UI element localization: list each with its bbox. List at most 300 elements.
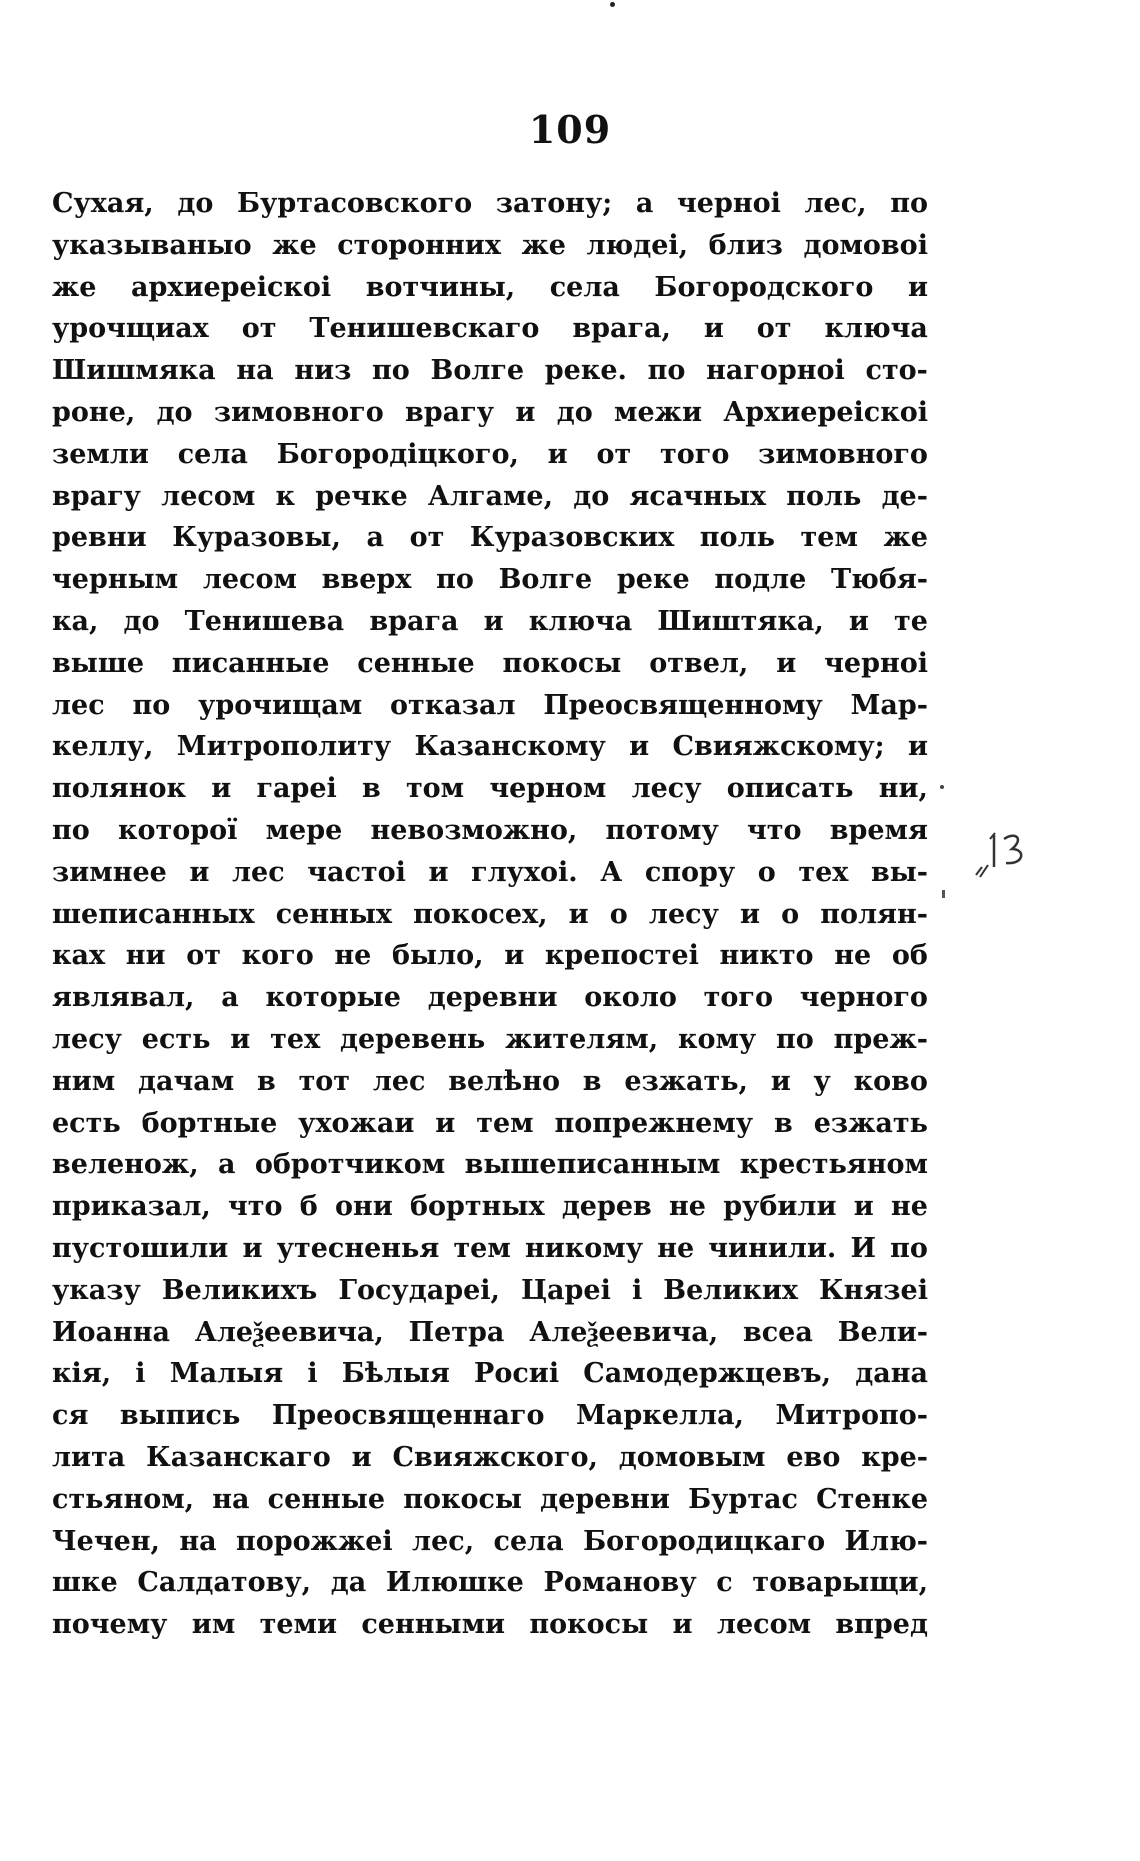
word: по <box>776 1023 814 1055</box>
word: и <box>907 271 928 303</box>
word: есть <box>52 1107 121 1139</box>
ink-dot <box>940 785 944 789</box>
word: Вели- <box>837 1316 928 1348</box>
word: те <box>894 605 928 637</box>
word: впред <box>835 1609 928 1641</box>
word: же <box>521 229 566 261</box>
word: поль <box>786 480 862 512</box>
word: и <box>848 605 869 637</box>
word: описать <box>726 773 854 805</box>
word: лес, <box>804 188 867 219</box>
text-line <box>52 1270 928 1312</box>
word: дачам <box>138 1065 235 1097</box>
word: Князеі <box>819 1274 928 1306</box>
word: что <box>746 814 802 846</box>
text-line <box>52 1562 928 1604</box>
word: которої <box>117 814 238 846</box>
word: и <box>853 1191 874 1223</box>
word: сенных <box>275 898 393 930</box>
ink-dot <box>942 890 945 898</box>
word: зимовного <box>213 396 384 428</box>
word: Романову <box>543 1567 697 1599</box>
word: же <box>272 229 317 261</box>
word: Богородского <box>654 271 874 303</box>
word: покосы <box>502 647 622 679</box>
text-line <box>52 1228 928 1270</box>
word: кре- <box>861 1441 928 1473</box>
word: Сухая, <box>52 188 154 219</box>
word: Бѣлыя <box>341 1358 450 1390</box>
text-line <box>52 685 928 727</box>
text-line <box>52 1604 928 1646</box>
word: Шишмяка <box>52 355 216 387</box>
word: людеі, <box>586 229 689 261</box>
word: что <box>228 1191 283 1223</box>
word: есть <box>141 1023 211 1055</box>
text-line <box>52 350 928 392</box>
word: утесненья <box>276 1232 440 1264</box>
body-text <box>52 183 928 1646</box>
text-line <box>52 643 928 685</box>
word: Росиі <box>474 1358 560 1390</box>
word: села <box>177 438 248 470</box>
word: архиереіскоі <box>130 271 332 303</box>
word: деревень <box>340 1023 486 1055</box>
word: ках <box>52 940 106 972</box>
word: езжать <box>813 1107 928 1139</box>
word: Алеѯеевича, <box>529 1316 719 1348</box>
word: не <box>669 1191 706 1223</box>
word: кому <box>677 1023 757 1055</box>
handwritten-13-mark <box>968 805 1038 885</box>
word: потому <box>605 814 719 846</box>
text-line <box>52 1521 928 1563</box>
word: и <box>907 731 928 763</box>
word: о <box>757 856 776 888</box>
text-line <box>52 225 928 267</box>
text-line <box>52 559 928 601</box>
word: покосех, <box>413 898 548 930</box>
word: от <box>596 438 632 470</box>
word: никто <box>719 940 814 972</box>
word: Свияжскому; <box>672 731 885 763</box>
word: теми <box>259 1609 338 1641</box>
word: Цареі <box>520 1274 611 1306</box>
word: Иоанна <box>52 1316 171 1348</box>
word: ка, <box>52 605 99 637</box>
word: до <box>573 480 610 512</box>
word: чинили. <box>708 1232 837 1264</box>
word: и <box>230 1023 251 1055</box>
text-line <box>52 935 928 977</box>
word: Волге <box>498 564 593 596</box>
word: Великихъ <box>161 1274 318 1306</box>
word: врага <box>369 605 459 637</box>
word: того <box>703 982 773 1014</box>
word: межи <box>614 396 702 428</box>
word: сенные <box>267 1483 386 1515</box>
word: являвал, <box>52 982 195 1014</box>
word: ключа <box>528 605 633 637</box>
word: выше <box>52 647 145 679</box>
word: порожжеі <box>236 1525 393 1557</box>
word: Алеѯеевича, <box>194 1316 384 1348</box>
word: подле <box>714 564 807 596</box>
word: не <box>890 1191 928 1223</box>
word: Богородицкаго <box>583 1525 826 1557</box>
word: Тенишевскаго <box>309 313 540 345</box>
word: им <box>191 1609 236 1641</box>
word: урочищам <box>198 689 363 721</box>
text-line <box>52 1479 928 1521</box>
word: черноі <box>824 647 928 679</box>
word: тех <box>798 856 849 888</box>
word: спору <box>644 856 736 888</box>
word: не <box>834 940 872 972</box>
word: частоі <box>307 856 406 888</box>
word: в <box>582 1065 602 1097</box>
word: Преосвященнаго <box>271 1400 545 1432</box>
word: от <box>186 940 221 972</box>
text-line <box>52 1312 928 1354</box>
word: и <box>568 898 589 930</box>
word: шеписанных <box>52 898 255 930</box>
word: а <box>217 1149 236 1181</box>
word: ся <box>52 1400 89 1432</box>
text-line <box>52 392 928 434</box>
word: по <box>132 689 171 721</box>
word: И <box>850 1232 877 1264</box>
word: Илюшке <box>385 1567 524 1599</box>
word: бортные <box>141 1107 278 1139</box>
word: Митропо- <box>775 1400 928 1432</box>
word: Буртасовского <box>236 188 473 219</box>
word: села <box>549 271 620 303</box>
word: покосы <box>529 1609 649 1641</box>
word: Преосвященному <box>543 689 823 721</box>
word: черном <box>489 773 607 805</box>
word: деревни <box>427 982 558 1014</box>
word: обротчиком <box>254 1149 446 1181</box>
word: и <box>435 1107 456 1139</box>
text-line <box>52 267 928 309</box>
word: а <box>635 188 654 219</box>
word: і <box>631 1274 643 1306</box>
word: к <box>275 480 295 512</box>
word: покосы <box>403 1483 522 1515</box>
word: на <box>236 355 274 387</box>
text-line <box>52 768 928 810</box>
word: время <box>829 814 928 846</box>
word: поль <box>699 522 775 554</box>
word: всеа <box>742 1316 813 1348</box>
word: попрежнему <box>554 1107 754 1139</box>
word: стьяном, <box>52 1483 195 1515</box>
word: А <box>600 856 623 888</box>
word: езжать, <box>624 1065 748 1097</box>
word: с <box>716 1567 733 1599</box>
text-line <box>52 1437 928 1479</box>
word: и <box>703 313 724 345</box>
word: Маркелла, <box>576 1400 744 1432</box>
word: Свияжского, <box>392 1441 598 1473</box>
text-line <box>52 1019 928 1061</box>
word: в <box>257 1065 276 1097</box>
text-line <box>52 183 928 225</box>
word: и <box>776 647 797 679</box>
word: и <box>483 605 504 637</box>
word: лес <box>232 856 285 888</box>
word: по <box>890 188 928 219</box>
word: ево <box>786 1441 841 1473</box>
word: тем <box>453 1232 511 1264</box>
word: а <box>221 982 239 1014</box>
word: ни, <box>878 773 928 805</box>
word: же <box>883 522 928 554</box>
word: нагорноі <box>706 355 845 387</box>
word: шке <box>52 1567 118 1599</box>
word: никому <box>524 1232 644 1264</box>
word: и <box>504 940 525 972</box>
word: невозможно, <box>370 814 578 846</box>
word: Чечен, <box>52 1525 160 1557</box>
word: по <box>372 355 410 387</box>
word: ним <box>52 1065 116 1097</box>
word: до <box>156 396 193 428</box>
word: ревни <box>52 522 147 554</box>
word: вверх <box>321 564 412 596</box>
word: на <box>212 1483 250 1515</box>
word: тем <box>476 1107 534 1139</box>
text-line <box>52 1353 928 1395</box>
word: лесом <box>202 564 297 596</box>
handwritten-margin-note <box>968 805 1038 885</box>
word: до <box>177 188 214 219</box>
word: преж- <box>833 1023 928 1055</box>
word: глухоі. <box>471 856 578 888</box>
word: Куразовы, <box>172 522 341 554</box>
word: и <box>515 396 536 428</box>
word: лесом <box>161 480 256 512</box>
word: они <box>335 1191 393 1223</box>
word: до <box>123 605 160 637</box>
word: по <box>52 814 90 846</box>
word: Тюбя- <box>831 564 928 596</box>
word: ключа <box>824 313 928 345</box>
word: домовым <box>618 1441 766 1473</box>
word: лита <box>52 1441 126 1473</box>
word: Салдатову, <box>137 1567 312 1599</box>
word: полянок <box>52 773 187 805</box>
word: по <box>890 1232 928 1264</box>
text-line <box>52 1395 928 1437</box>
word: черным <box>52 564 179 596</box>
text-line <box>52 434 928 476</box>
word: вышеписанным <box>464 1149 721 1181</box>
word: и <box>547 438 568 470</box>
text-line <box>52 977 928 1019</box>
text-line <box>52 810 928 852</box>
word: деревни <box>540 1483 670 1515</box>
text-line <box>52 517 928 559</box>
word: Стенке <box>816 1483 928 1515</box>
word: б <box>299 1191 318 1223</box>
word: вы- <box>870 856 928 888</box>
word: черного <box>799 982 928 1014</box>
word: пустошили <box>52 1232 229 1264</box>
word: Богородіцкого, <box>276 438 519 470</box>
word: же <box>52 271 97 303</box>
word: у <box>813 1065 831 1097</box>
word: і <box>135 1358 146 1390</box>
word: Буртас <box>688 1483 798 1515</box>
word: ухожаи <box>298 1107 415 1139</box>
word: черноі <box>677 188 781 219</box>
word: и <box>739 898 761 930</box>
word: крестьяном <box>739 1149 928 1181</box>
text-line <box>52 308 928 350</box>
text-line <box>52 894 928 936</box>
word: села <box>493 1525 564 1557</box>
word: врагу <box>52 480 141 512</box>
word: писанные <box>171 647 330 679</box>
word: бортных <box>410 1191 545 1223</box>
word: Государеі, <box>338 1274 500 1306</box>
word: отвел, <box>649 647 749 679</box>
word: реке <box>616 564 690 596</box>
word: реке. <box>544 355 627 387</box>
word: Малыя <box>169 1358 284 1390</box>
word: лесу <box>631 773 702 805</box>
word: Казанскаго <box>146 1441 331 1473</box>
word: около <box>584 982 677 1014</box>
word: лес <box>372 1065 426 1097</box>
word: кого <box>241 940 314 972</box>
word: указу <box>52 1274 141 1306</box>
word: Шиштяка, <box>657 605 824 637</box>
word: тот <box>298 1065 351 1097</box>
word: зимовного <box>758 438 928 470</box>
ink-dot <box>610 2 615 7</box>
word: велѣно <box>448 1065 560 1097</box>
word: в <box>361 773 381 805</box>
word: было, <box>392 940 484 972</box>
word: о <box>609 898 628 930</box>
word: Мар- <box>850 689 928 721</box>
word: ясачных <box>629 480 767 512</box>
word: об <box>891 940 928 972</box>
word: крепостеі <box>544 940 699 972</box>
word: Куразовских <box>469 522 675 554</box>
text-line <box>52 1186 928 1228</box>
word: Тенишева <box>184 605 345 637</box>
word: низ <box>294 355 352 387</box>
word: дерев <box>561 1191 652 1223</box>
text-line <box>52 1103 928 1145</box>
word: де- <box>881 480 928 512</box>
word: да <box>330 1567 367 1599</box>
word: и <box>672 1609 693 1641</box>
word: Митрополиту <box>176 731 392 763</box>
word: Петра <box>408 1316 505 1348</box>
word: сенные <box>357 647 475 679</box>
word: Архиереіскоі <box>723 396 928 428</box>
word: товарыщи, <box>752 1567 928 1599</box>
word: и <box>428 856 449 888</box>
word: выпись <box>119 1400 241 1432</box>
word: и <box>770 1065 791 1097</box>
word: не <box>657 1232 695 1264</box>
text-line <box>52 476 928 518</box>
text-line <box>52 852 928 894</box>
word: земли <box>52 438 149 470</box>
word: ково <box>853 1065 928 1097</box>
word: о <box>781 898 800 930</box>
word: и <box>242 1232 263 1264</box>
word: отказал <box>390 689 516 721</box>
word: і <box>307 1358 318 1390</box>
word: Казанскому <box>414 731 606 763</box>
word: речке <box>315 480 408 512</box>
word: по <box>647 355 686 387</box>
word: веленож, <box>52 1149 199 1181</box>
word: того <box>660 438 730 470</box>
word: лесом <box>716 1609 812 1641</box>
word: врага, <box>572 313 671 345</box>
word: домовоі <box>803 229 928 261</box>
word: на <box>179 1525 217 1557</box>
word: рубили <box>723 1191 837 1223</box>
word: Самодержцевъ, <box>583 1358 832 1390</box>
text-line <box>52 601 928 643</box>
word: и <box>629 731 650 763</box>
word: роне, <box>52 396 136 428</box>
word: келлу, <box>52 731 154 763</box>
word: врагу <box>405 396 495 428</box>
word: затону; <box>495 188 613 219</box>
word: лесу <box>52 1023 122 1055</box>
word: и <box>351 1441 372 1473</box>
word: указываныо <box>52 229 252 261</box>
word: по <box>436 564 474 596</box>
word: том <box>405 773 465 805</box>
word: вотчины, <box>365 271 516 303</box>
page-number: 109 <box>528 107 612 152</box>
word: почему <box>52 1609 168 1641</box>
word: ни <box>125 940 166 972</box>
word: не <box>334 940 372 972</box>
word: а <box>366 522 384 554</box>
word: Алгаме, <box>427 480 554 512</box>
word: близ <box>708 229 783 261</box>
word: которые <box>265 982 401 1014</box>
word: лес <box>52 689 105 721</box>
word: приказал, <box>52 1191 211 1223</box>
text-line <box>52 1061 928 1103</box>
word: и <box>189 856 210 888</box>
word: сенными <box>361 1609 506 1641</box>
word: тем <box>800 522 858 554</box>
text-line <box>52 726 928 768</box>
word: в <box>774 1107 793 1139</box>
word: сто- <box>865 355 928 387</box>
word: жителям, <box>505 1023 659 1055</box>
word: Волге <box>430 355 525 387</box>
word: кія, <box>52 1358 112 1390</box>
word: тех <box>270 1023 321 1055</box>
word: лесу <box>648 898 719 930</box>
word: от <box>241 313 277 345</box>
